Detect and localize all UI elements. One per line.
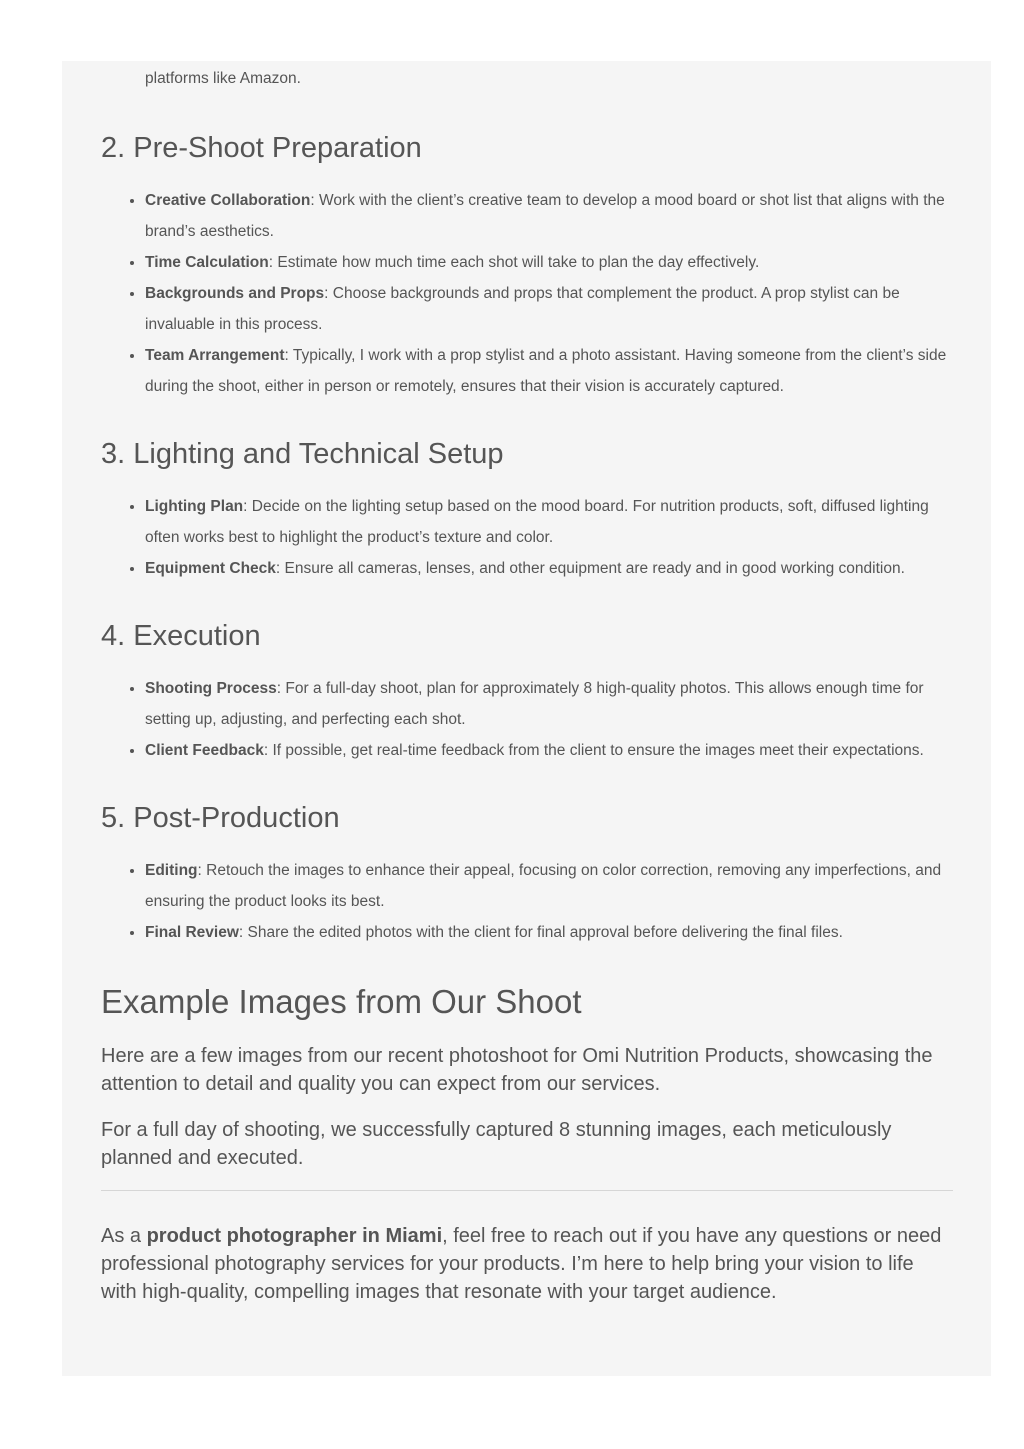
item-text: : Work with the client’s creative team to develop a mood board or shot list that aligns with the brand’s aesthetics. [145,192,945,240]
list-item [145,247,953,278]
list-item [145,340,953,402]
item-term: Creative Collaboration [145,192,311,209]
list-item [145,917,953,948]
item-text: : Ensure all cameras, lenses, and other equipment are ready and in good working condition. [275,560,905,577]
item-text: : Choose backgrounds and props that complement the product. A prop stylist can be invaluable in this process. [145,285,900,333]
examples-heading: Example Images from Our Shoot [101,983,582,1020]
item-term: Time Calculation [145,254,269,271]
list-item [145,673,953,735]
item-term: Editing [145,862,198,879]
list-item [145,735,953,766]
section-list-execution [101,673,953,766]
list-item [145,185,953,247]
item-text: : Estimate how much time each shot will take to plan the day effectively. [268,254,760,271]
item-text: : For a full-day shoot, plan for approximately 8 high-quality photos. This allows enough time for setting up, adjusting, and perfecting each shot. [145,680,924,728]
item-text: : Decide on the lighting setup based on the mood board. For nutrition products, soft, diffused lighting often works best to highlight the product’s texture and color. [145,498,929,546]
divider [101,1190,953,1191]
section-heading-post-production: 5. Post-Production [101,802,340,834]
list-item [145,278,953,340]
section-heading-lighting: 3. Lighting and Technical Setup [101,438,504,470]
item-text: : If possible, get real-time feedback from the client to ensure the images meet their expectations. [263,742,924,759]
section-list-lighting [101,491,953,584]
section-heading-execution: 4. Execution [101,620,261,652]
item-term: Equipment Check [145,560,276,577]
examples-paragraph-1: Here are a few images from our recent photoshoot for Omi Nutrition Products, showcasing the attention to detail and quality you can expect from our services. [101,1045,933,1095]
section-list-pre-shoot [101,185,953,402]
item-text: : Share the edited photos with the client for final approval before delivering the final files. [238,924,843,941]
item-term: Lighting Plan [145,498,244,515]
item-term: Shooting Process [145,680,277,697]
item-term: Backgrounds and Props [145,285,325,302]
closing-prefix: As a [101,1225,147,1247]
list-item [145,855,953,917]
item-term: Team Arrangement [145,347,285,364]
closing-suffix: , feel free to reach out if you have any questions or need professional photography services for your products. I’m here to help bring your vision to life with high-quality, compelling images that resonate with your target audience. [101,1225,942,1303]
section-heading-pre-shoot: 2. Pre-Shoot Preparation [101,132,422,164]
list-item [145,491,953,553]
closing-keyword: product photographer in Miami [146,1225,443,1247]
intro-continuation: platforms like Amazon. [145,70,301,87]
closing-paragraph [101,1222,953,1306]
list-item [145,553,953,584]
examples-paragraph-2: For a full day of shooting, we successfully captured 8 stunning images, each meticulously planned and executed. [101,1119,892,1169]
item-text: : Retouch the images to enhance their appeal, focusing on color correction, removing any imperfections, and ensuring the product looks its best. [145,862,942,910]
article-content [101,61,953,1306]
item-term: Client Feedback [145,742,264,759]
section-list-post-production [101,855,953,948]
item-text: : Typically, I work with a prop stylist and a photo assistant. Having someone from the client’s side during the shoot, either in person or remotely, ensures that their vision is accurately captured. [145,347,947,395]
item-term: Final Review [145,924,239,941]
